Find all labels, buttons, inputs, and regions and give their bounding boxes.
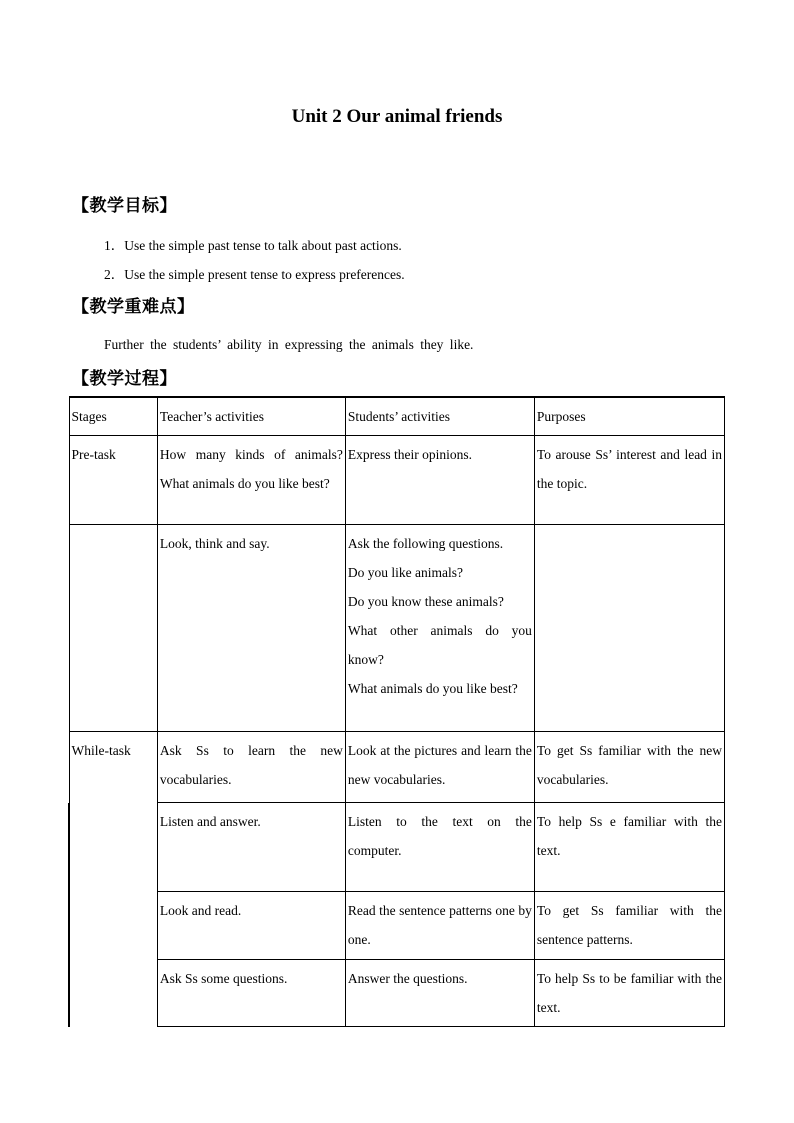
students-text: Express their opinions. (347, 447, 473, 462)
purpose-cell (534, 892, 724, 960)
teacher-text: How many kinds of animals? What animals do you like best? (159, 447, 343, 491)
students-text: What animals do you like best? (347, 681, 518, 696)
table-row (69, 436, 725, 525)
teaching-process-table (68, 396, 725, 1027)
teacher-cell (157, 803, 345, 892)
teacher-cell (157, 436, 345, 525)
teacher-cell (157, 960, 345, 1027)
students-text: Read the sentence patterns one by one. (347, 903, 532, 947)
teacher-text: Look, think and say. (159, 536, 270, 551)
teacher-text: Listen and answer. (159, 814, 261, 829)
students-cell (345, 436, 534, 525)
key-points-text: Further the students’ ability in expressing the animals they like. (104, 337, 474, 352)
students-text: Listen to the text on the computer. (347, 814, 532, 858)
students-cell (345, 892, 534, 960)
purpose-text: To get Ss familiar with the sentence patterns. (536, 903, 722, 947)
teacher-cell (157, 525, 345, 732)
stage-cell (69, 525, 157, 732)
students-cell (345, 803, 534, 892)
header-stages: Stages (69, 397, 157, 436)
table-row (69, 892, 725, 960)
purpose-cell (534, 732, 724, 803)
table-header-row (69, 397, 725, 436)
purpose-cell (534, 960, 724, 1027)
process-heading: 【教学过程】 (72, 369, 177, 389)
students-text: Answer the questions. (347, 971, 468, 986)
students-cell (345, 525, 534, 732)
students-text: Ask the following questions. (347, 536, 504, 551)
objective-item: 1．Use the simple past tense to talk about past actions. (104, 238, 402, 253)
teacher-cell (157, 732, 345, 803)
purpose-cell (534, 803, 724, 892)
page-title: Unit 2 Our animal friends (291, 106, 503, 127)
teacher-text: Ask Ss some questions. (159, 971, 288, 986)
students-text: Look at the pictures and learn the new vocabularies. (347, 743, 532, 787)
purpose-text: To help Ss to be familiar with the text. (536, 971, 722, 1015)
stage-cell (69, 892, 157, 960)
table-row (69, 525, 725, 732)
stage-cell: Pre-task (69, 436, 157, 525)
students-text: Do you know these animals? (347, 594, 504, 609)
objectives-heading: 【教学目标】 (72, 196, 177, 216)
purpose-text: To get Ss familiar with the new vocabularies. (536, 743, 722, 787)
table-row (69, 803, 725, 892)
purpose-text: To arouse Ss’ interest and lead in the topic. (536, 447, 722, 491)
students-cell (345, 960, 534, 1027)
objective-item: 2．Use the simple present tense to express preferences. (104, 267, 405, 282)
stage-cell: While-task (69, 732, 157, 803)
teacher-text: Look and read. (159, 903, 242, 918)
table-row (69, 732, 725, 803)
students-text: What other animals do you know? (347, 623, 532, 667)
key-points-heading: 【教学重难点】 (72, 297, 195, 317)
header-students: Students’ activities (345, 397, 534, 436)
purpose-cell (534, 436, 724, 525)
purpose-text: To help Ss e familiar with the text. (536, 814, 722, 858)
purpose-cell (534, 525, 724, 732)
students-text: Do you like animals? (347, 565, 464, 580)
students-cell (345, 732, 534, 803)
header-purposes: Purposes (534, 397, 724, 436)
teacher-text: Ask Ss to learn the new vocabularies. (159, 743, 343, 787)
stage-cell (69, 803, 157, 892)
stage-cell (69, 960, 157, 1027)
table-row (69, 960, 725, 1027)
teacher-cell (157, 892, 345, 960)
header-teacher: Teacher’s activities (157, 397, 345, 436)
